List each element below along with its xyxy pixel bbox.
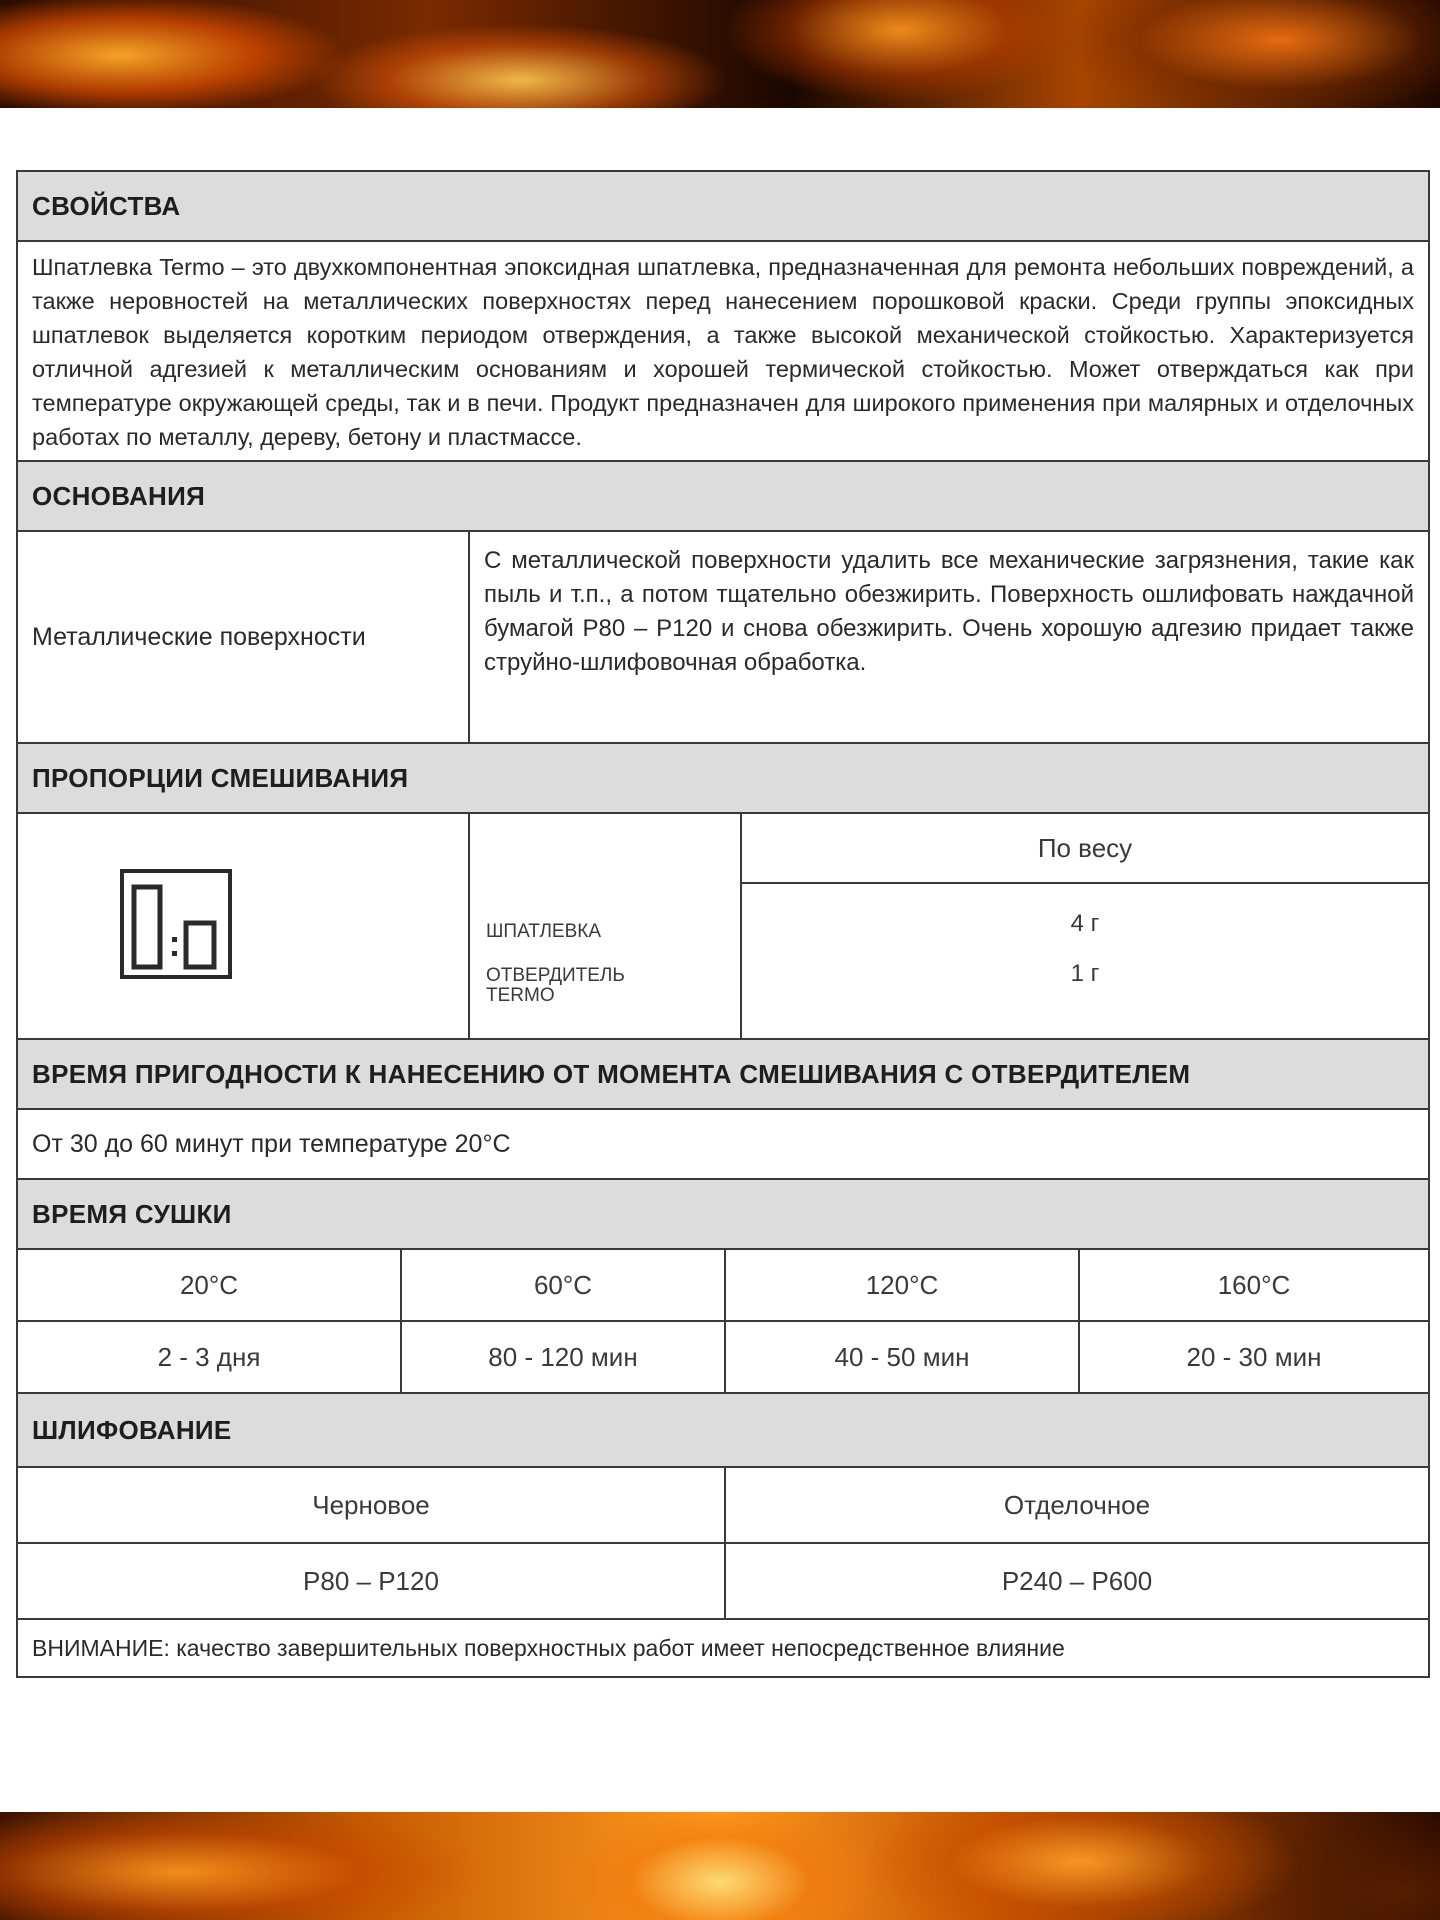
mixing-ratio-icon [120,869,232,979]
fire-banner-bottom [0,1812,1440,1920]
technical-data-sheet [16,170,1430,1678]
sanding-finish-label: Отделочное [1003,1489,1151,1520]
mixing-components-cell [470,814,742,1038]
mixing-amounts-cell [742,814,1428,1038]
drying-time-cell: 2 - 3 дня [18,1322,402,1392]
sanding-rough-label: Черновое [18,1468,726,1542]
drying-temps-row [18,1250,1428,1322]
substrate-label: Металлические поверхности [18,532,470,742]
drying-heading: ВРЕМЯ СУШКИ [18,1180,1428,1250]
substrate-instructions: С металлической поверхности удалить все механические загрязнения, такие как пыль и т.п., а потом тщательно обезжирить. Поверхность ошлифовать наждачной бумагой Р80 – Р120 и снова обезжирить. Очень хорошую адгезию придает также струйно-шлифовочная обработка. [484,547,1414,676]
drying-time-cell: 20 - 30 мин [1186,1341,1322,1372]
pot-life-heading: ВРЕМЯ ПРИГОДНОСТИ К НАНЕСЕНИЮ ОТ МОМЕНТА СМЕШИВАНИЯ С ОТВЕРДИТЕЛЕМ [18,1040,1428,1110]
drying-temp-cell: 60°C [402,1250,726,1320]
fire-banner-top [0,0,1440,108]
pot-life-text: От 30 до 60 минут при температуре 20°C [18,1110,1428,1180]
component-hardener: ОТВЕРДИТЕЛЬ TERMO [486,965,625,1006]
component-putty: ШПАТЛЕВКА [486,921,602,942]
sanding-finish-value: P240 – P600 [1001,1565,1153,1596]
sanding-heading: ШЛИФОВАНИЕ [18,1394,1428,1468]
drying-times-row [18,1322,1428,1394]
properties-heading: СВОЙСТВА [18,172,1428,242]
drying-temp-cell: 160°C [1217,1269,1291,1300]
properties-text: Шпатлевка Termo – это двухкомпонентная эпоксидная шпатлевка, предназначенная для ремонта небольших повреждений, а также неровностей на металлических поверхностях перед нанесением порошковой краски. Среди группы эпоксидных шпатлевок выделяется коротким периодом отверждения, а также высокой механической стойкостью. Характеризуется отличной адгезией к металлическим основаниям и хорошей термической стойкостью. Может отверждаться как при температуре окружающей среды, так и в печи. Продукт предназначен для широкого применения при малярных и отделочных работах по металлу, дереву, бетону и пластмассе. [18,242,1428,462]
mixing-row [18,814,1428,1040]
sanding-labels-row [18,1468,1428,1544]
drying-temp-cell: 20°C [18,1250,402,1320]
substrates-row [18,532,1428,744]
drying-time-cell: 80 - 120 мин [402,1322,726,1392]
warning-text: ВНИМАНИЕ: качество завершительных поверхностных работ имеет непосредственное влияние [18,1620,1428,1678]
sanding-values-row [18,1544,1428,1620]
drying-time-cell: 40 - 50 мин [726,1322,1080,1392]
drying-temp-cell: 120°C [726,1250,1080,1320]
sanding-rough-value: P80 – P120 [18,1544,726,1618]
mixing-icon-cell [18,814,470,1038]
by-weight-header: По весу [742,814,1428,884]
mixing-heading: ПРОПОРЦИИ СМЕШИВАНИЯ [18,744,1428,814]
hardener-amount: 1 г [1070,960,1100,987]
substrates-heading: ОСНОВАНИЯ [18,462,1428,532]
putty-amount: 4 г [1070,910,1100,937]
